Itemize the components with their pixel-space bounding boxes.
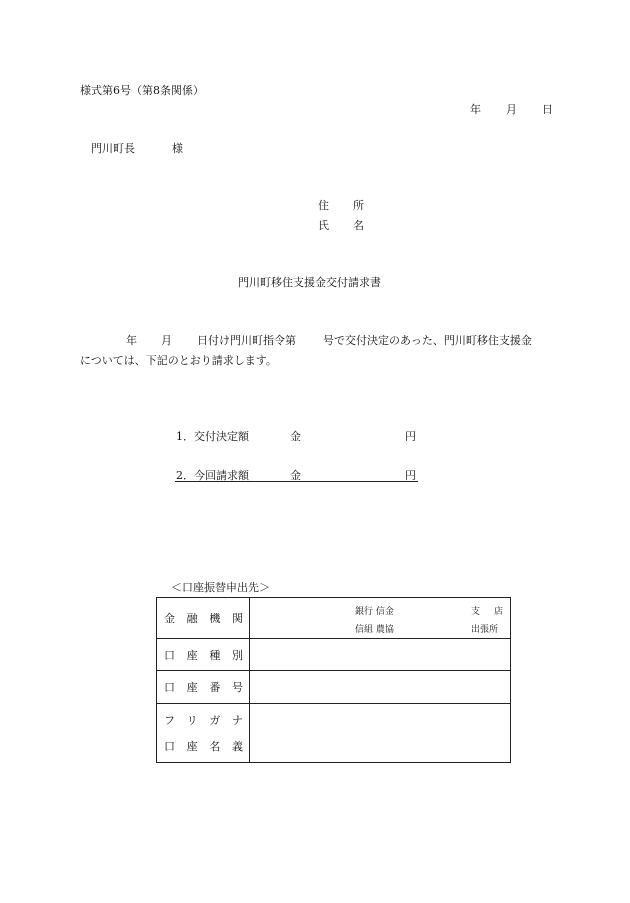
account-number-label-cell [157,671,250,704]
body-year: 年 [126,334,137,347]
amount-request-underline [175,481,418,482]
bank-input-cell[interactable] [250,598,511,639]
bank-types-line-2: 信組 農協 [355,625,394,635]
body-number-text: 号で交付決定のあった、門川町移住支援金 [323,334,532,347]
account-holder-label-char: 義 [231,740,243,753]
bank-label-char: 関 [231,612,243,625]
account-type-label-cell [157,639,250,671]
account-number-row [157,671,511,704]
account-holder-label-char: 名 [209,740,221,753]
account-type-row [157,639,511,671]
account-holder-label-char: 座 [186,740,198,753]
account-holder-label-cell [157,704,250,763]
name-label-2: 名 [353,219,364,232]
date-month-label: 月 [506,103,517,116]
account-holder-row [157,704,511,763]
address-label-2: 所 [353,199,364,212]
date-day-label: 日 [542,103,553,116]
addressee-honorific: 様 [172,142,183,155]
account-type-input-cell[interactable] [250,639,511,671]
account-table [156,597,511,763]
bank-label-char: 金 [164,612,175,625]
body-day-ref: 日付け門川町指令第 [197,334,296,347]
branch-office: 出張所 [471,625,499,635]
account-number-label-char: 号 [231,681,243,694]
addressee-title: 門川町長 [91,142,135,155]
branch-char-2: 店 [494,607,504,617]
account-holder-input-cell[interactable] [250,704,511,763]
name-label-1: 氏 [318,219,329,232]
amount-decided-unit: 円 [405,430,416,443]
bank-label-char: 機 [209,612,221,625]
bank-label-cell [157,598,250,639]
account-heading: ＜口座振替申出先＞ [171,581,270,594]
date-year-label: 年 [470,103,481,116]
account-number-input-cell[interactable] [250,671,511,704]
account-type-label-char: 口 [164,648,175,662]
furigana-label-char: フ [164,714,175,727]
account-type-label-char: 座 [186,648,198,662]
amount-request-label: 2．今回請求額 [176,469,249,482]
body-line-2: については、下記のとおり請求します。 [80,354,277,367]
bank-label-char: 融 [186,612,198,625]
account-holder-label-char: 口 [164,740,175,753]
form-number: 様式第6号（第8条関係） [80,84,204,97]
address-label-1: 住 [318,199,329,212]
amount-decided-prefix: 金 [290,430,301,443]
bank-row [157,598,511,639]
amount-request-prefix: 金 [290,469,301,482]
furigana-label-char: リ [186,714,198,727]
amount-decided-label: 1．交付決定額 [176,430,249,443]
body-month: 月 [161,334,172,347]
amount-request-unit: 円 [405,469,416,482]
account-number-label-char: 番 [209,681,221,694]
account-number-label-char: 座 [186,681,198,694]
account-type-label-char: 別 [231,648,243,662]
account-number-label-char: 口 [164,681,175,694]
branch-char-1: 支 [471,607,481,617]
furigana-label-char: ガ [209,714,221,727]
account-type-label-char: 種 [209,648,221,662]
document-title: 門川町移住支援金交付請求書 [238,276,381,289]
bank-types-line-1: 銀行 信金 [355,607,394,617]
furigana-label-char: ナ [231,714,243,727]
